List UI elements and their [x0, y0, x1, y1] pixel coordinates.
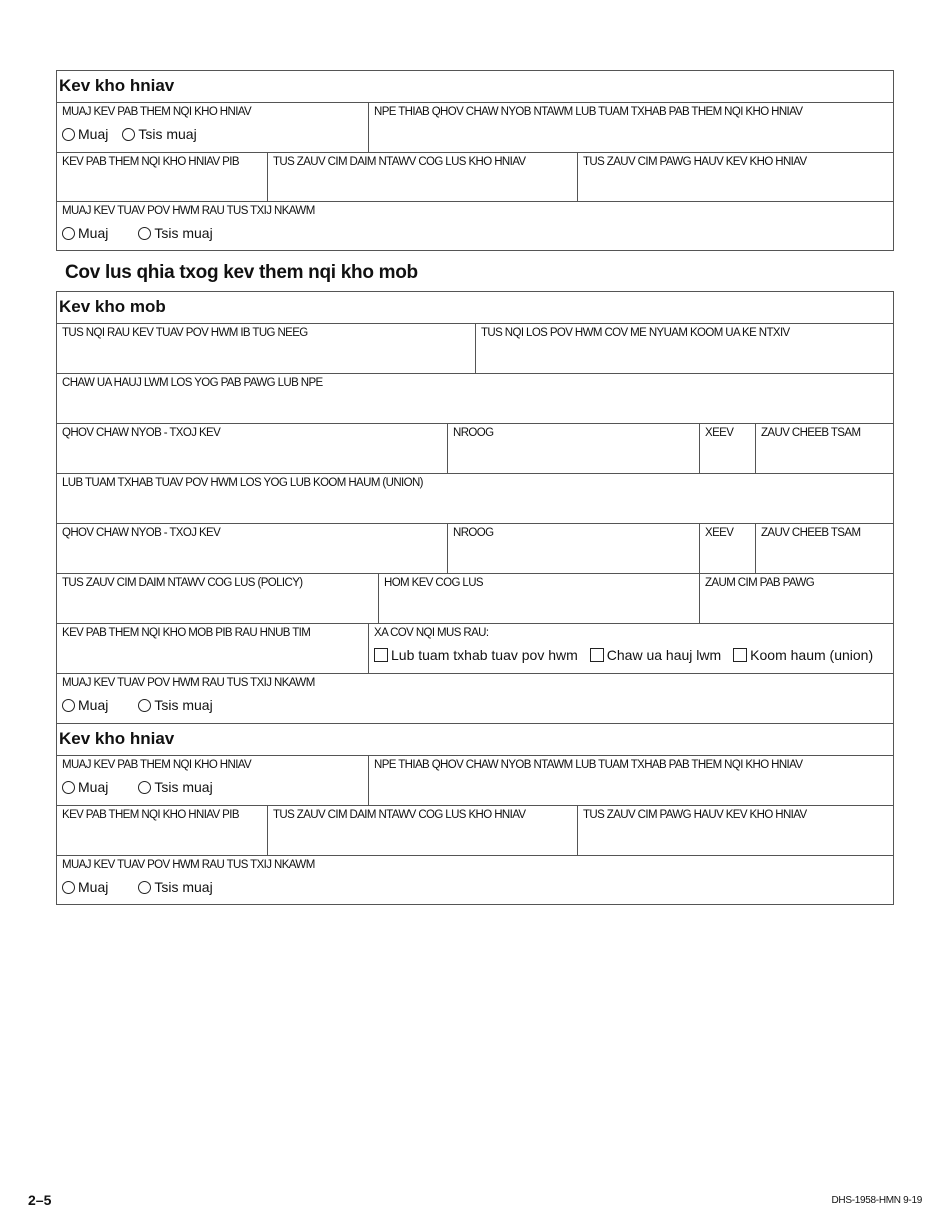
insurer-zip-field[interactable] — [755, 524, 893, 573]
insurer-zip-label: ZAUV CHEEB TSAM — [761, 527, 861, 539]
employer-city-label: NROOG — [453, 427, 494, 439]
has-dental-label: MUAJ KEV PAB THEM NQI KHO HNIAV — [62, 106, 252, 118]
radio-circle-icon — [62, 781, 75, 794]
employer-state-label: XEEV — [705, 427, 734, 439]
employer-label: CHAW UA HAUJ LWM LOS YOG PAB PAWG LUB NPE — [62, 377, 323, 389]
dental-heading: Kev kho hniav — [59, 76, 175, 95]
dental-group-field[interactable] — [577, 153, 893, 201]
employer-address-field[interactable] — [57, 424, 447, 473]
medical-continuation-no-radio[interactable]: Tsis muaj — [138, 697, 212, 713]
has-dental-no-radio-2[interactable]: Tsis muaj — [138, 779, 212, 795]
employer-field[interactable] — [57, 374, 893, 423]
has-dental-field-2 — [57, 756, 368, 805]
dental-employer-field[interactable] — [368, 103, 893, 152]
has-dental-label-2: MUAJ KEV PAB THEM NQI KHO HNIAV — [62, 759, 252, 771]
employer-zip-label: ZAUV CHEEB TSAM — [761, 427, 861, 439]
dental-employer-field-2[interactable] — [368, 756, 893, 805]
paid-by-union-checkbox[interactable]: Koom haum (union) — [733, 647, 873, 663]
insurer-address-field[interactable] — [57, 524, 447, 573]
dental-continuation-no-radio[interactable]: Tsis muaj — [138, 225, 212, 241]
dental-continuation-yes-radio[interactable]: Muaj — [62, 225, 108, 241]
employer-zip-field[interactable] — [755, 424, 893, 473]
employer-city-field[interactable] — [447, 424, 699, 473]
has-dental-no-radio[interactable]: Tsis muaj — [122, 126, 196, 142]
dental-section-top — [56, 70, 894, 251]
insurer-field[interactable] — [57, 474, 893, 523]
insurer-city-label: NROOG — [453, 527, 494, 539]
insurer-state-label: XEEV — [705, 527, 734, 539]
dental-start-label-2: KEV PAB THEM NQI KHO HNIAV PIB — [62, 809, 239, 821]
dental-continuation-no-radio-2[interactable]: Tsis muaj — [138, 879, 212, 895]
policy-type-label: HOM KEV COG LUS — [384, 577, 483, 589]
insured-id-field[interactable] — [475, 324, 893, 373]
dental-continuation-label-2: MUAJ KEV TUAV POV HWM RAU TUS TXIJ NKAWM — [62, 859, 315, 871]
employer-address-label: QHOV CHAW NYOB - TXOJ KEV — [62, 427, 221, 439]
dental-group-field-2[interactable] — [577, 806, 893, 855]
medical-heading: Kev kho mob — [59, 297, 166, 316]
checkbox-icon — [374, 648, 388, 662]
paid-by-label: XA COV NQI MUS RAU: — [374, 627, 489, 639]
form-id: DHS-1958-HMN 9-19 — [831, 1195, 922, 1206]
employer-state-field[interactable] — [699, 424, 755, 473]
policy-type-field[interactable] — [378, 574, 699, 623]
has-dental-yes-radio[interactable]: Muaj — [62, 126, 108, 142]
medical-continuation-yes-radio[interactable]: Muaj — [62, 697, 108, 713]
dental-policy-field[interactable] — [267, 153, 577, 201]
paid-by-field — [368, 624, 893, 673]
dental-continuation-label: MUAJ KEV TUAV POV HWM RAU TUS TXIJ NKAWM — [62, 205, 315, 217]
dental-policy-label-2: TUS ZAUV CIM DAIM NTAWV COG LUS KHO HNIAV — [273, 809, 526, 821]
radio-circle-icon — [138, 699, 151, 712]
radio-circle-icon — [62, 881, 75, 894]
insured-id-label: TUS NQI LOS POV HWM COV ME NYUAM KOOM UA KE NTXIV — [481, 327, 790, 339]
radio-circle-icon — [62, 699, 75, 712]
insured-name-field[interactable] — [57, 324, 475, 373]
coverage-start-label: KEV PAB THEM NQI KHO MOB PIB RAU HNUB TIM — [62, 627, 311, 639]
radio-circle-icon — [62, 227, 75, 240]
has-dental-yes-radio-2[interactable]: Muaj — [62, 779, 108, 795]
insured-name-label: TUS NQI RAU KEV TUAV POV HWM IB TUG NEEG — [62, 327, 308, 339]
policy-number-field[interactable] — [57, 574, 378, 623]
dental-policy-label: TUS ZAUV CIM DAIM NTAWV COG LUS KHO HNIAV — [273, 156, 526, 168]
group-number-field[interactable] — [699, 574, 893, 623]
insurer-label: LUB TUAM TXHAB TUAV POV HWM LOS YOG LUB KOOM HAUM (UNION) — [62, 477, 423, 489]
dental-continuation-field-2 — [57, 856, 893, 904]
dental-group-label-2: TUS ZAUV CIM PAWG HAUV KEV KHO HNIAV — [583, 809, 807, 821]
paid-by-employer-checkbox[interactable]: Chaw ua hauj lwm — [590, 647, 721, 663]
checkbox-icon — [733, 648, 747, 662]
has-dental-field — [57, 103, 368, 152]
medical-continuation-label: MUAJ KEV TUAV POV HWM RAU TUS TXIJ NKAWM — [62, 677, 315, 689]
coverage-start-field[interactable] — [57, 624, 368, 673]
dental-group-label: TUS ZAUV CIM PAWG HAUV KEV KHO HNIAV — [583, 156, 807, 168]
dental-heading-2: Kev kho hniav — [59, 729, 175, 748]
dental-continuation-yes-radio-2[interactable]: Muaj — [62, 879, 108, 895]
insurer-state-field[interactable] — [699, 524, 755, 573]
radio-circle-icon — [138, 781, 151, 794]
dental-continuation-field — [57, 202, 893, 250]
group-number-label: ZAUM CIM PAB PAWG — [705, 577, 815, 589]
section-title: Cov lus qhia txog kev them nqi kho mob — [65, 262, 418, 283]
insurer-city-field[interactable] — [447, 524, 699, 573]
paid-by-insurer-checkbox[interactable]: Lub tuam txhab tuav pov hwm — [374, 647, 578, 663]
dental-start-label: KEV PAB THEM NQI KHO HNIAV PIB — [62, 156, 239, 168]
insurer-address-label: QHOV CHAW NYOB - TXOJ KEV — [62, 527, 221, 539]
dental-start-field[interactable] — [57, 153, 267, 201]
checkbox-icon — [590, 648, 604, 662]
radio-circle-icon — [62, 128, 75, 141]
dental-employer-label: NPE THIAB QHOV CHAW NYOB NTAWM LUB TUAM TXHAB PAB THEM NQI KHO HNIAV — [374, 106, 803, 118]
policy-number-label: TUS ZAUV CIM DAIM NTAWV COG LUS (POLICY) — [62, 577, 303, 589]
page-number: 2–5 — [28, 1192, 52, 1208]
dental-policy-field-2[interactable] — [267, 806, 577, 855]
radio-circle-icon — [122, 128, 135, 141]
dental-employer-label-2: NPE THIAB QHOV CHAW NYOB NTAWM LUB TUAM TXHAB PAB THEM NQI KHO HNIAV — [374, 759, 803, 771]
dental-start-field-2[interactable] — [57, 806, 267, 855]
medical-section — [56, 291, 894, 905]
radio-circle-icon — [138, 227, 151, 240]
radio-circle-icon — [138, 881, 151, 894]
medical-continuation-field — [57, 674, 893, 723]
